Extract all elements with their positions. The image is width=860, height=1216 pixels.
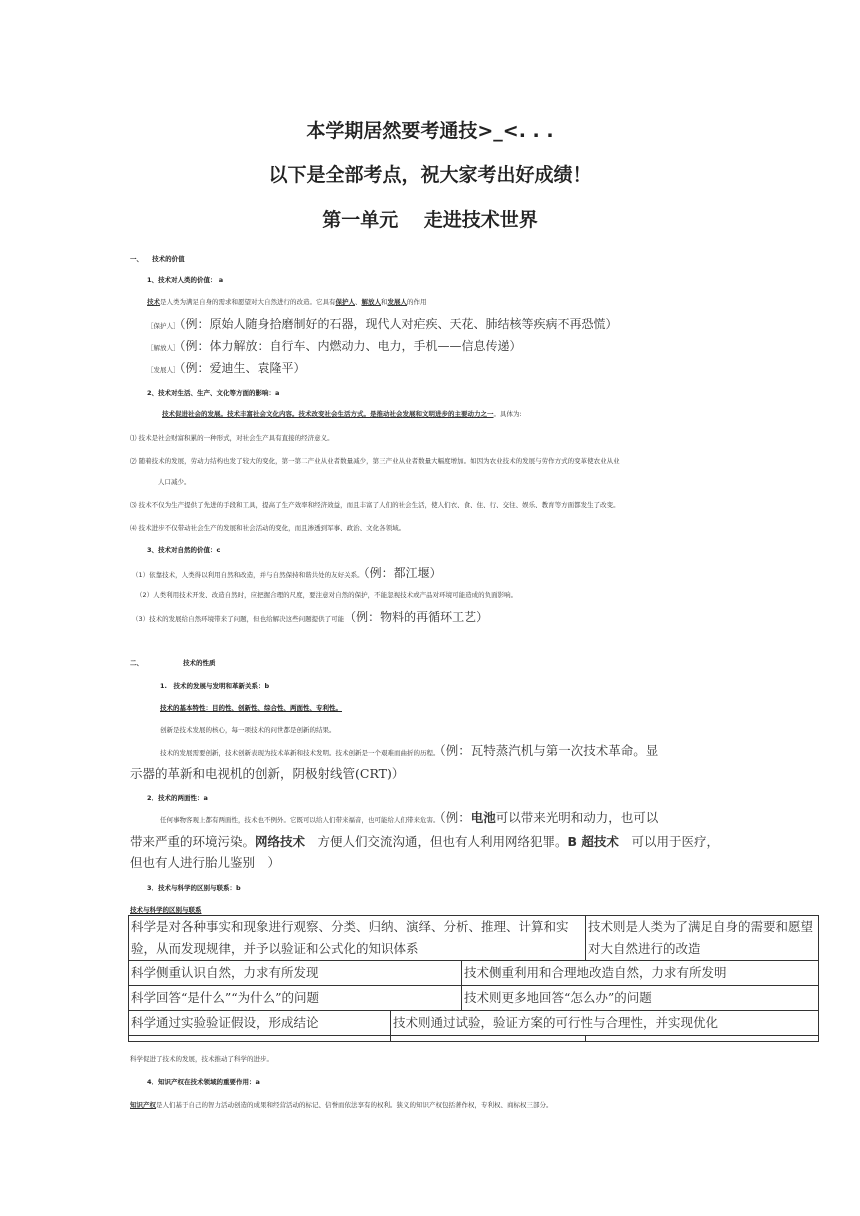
- table-row-empty: [129, 1036, 819, 1042]
- example-liberate: [147, 335, 522, 354]
- nature-point-3-example: （例：物料的再循环工艺）: [344, 610, 489, 624]
- heading-1-1: 1、技术对人类的价值： a: [147, 276, 224, 284]
- heading-2-1: 1. 技术的发展与发明和革新关系：b: [160, 682, 270, 690]
- duality-battery-text: 可以带来光明和动力，也可以: [495, 810, 659, 825]
- section-1-heading: [130, 254, 185, 263]
- heading-1-3: 3、技术对自然的价值：c: [147, 546, 221, 554]
- duality-network-text: 方便人们交流沟通，但也有人利用网络犯罪。: [305, 834, 568, 849]
- table-row: [129, 986, 819, 1011]
- duality-network: 网络技术: [255, 834, 306, 849]
- example-liberate-tag: ［解放人］: [147, 344, 180, 352]
- impact-bold: 技术促进社会的发展。技术丰富社会文化内容。技术改变社会生活方式。是推动社会发展和文明进步的主要动力之一: [162, 410, 494, 418]
- def-term-tech: 技术: [147, 298, 160, 306]
- innovation-dev-text: 技术的发展需要创新，技术创新表现为技术革新和技术发明。技术创新是一个艰难而曲折的历程。: [160, 749, 440, 757]
- section-1-number: 一、: [130, 255, 143, 263]
- example-develop-tag: ［发展人］: [147, 366, 180, 374]
- table-cell-tech-question: 技术则更多地回答“怎么办”的问题: [462, 986, 819, 1011]
- innovation-dev-example: （例：瓦特蒸汽机与第一次技术革命。显: [439, 743, 659, 758]
- table-cell-tech-focus: 技术侧重利用和合理地改造自然，力求有所发明: [462, 961, 819, 986]
- tech-definition: [147, 297, 427, 306]
- duality-line-1: [160, 807, 658, 826]
- science-tech-relation: 科学促进了技术的发展，技术推动了科学的进步。: [130, 1055, 273, 1063]
- table-cell-science-def: 科学是对各种事实和现象进行观察、分类、归纳、演绎、分析、推理、计算和实验，从而发现规律，并予以验证和公式化的知识体系: [129, 916, 586, 961]
- innovation-dev: [160, 740, 658, 759]
- table-cell-empty: [586, 1036, 819, 1042]
- table-cell-science-method: 科学通过实验验证假设，形成结论: [129, 1011, 391, 1036]
- table-cell-science-question: 科学回答“是什么”“为什么”的问题: [129, 986, 462, 1011]
- impact-summary: [162, 409, 522, 418]
- table-caption: 技术与科学的区别与联系: [130, 906, 202, 914]
- heading-2-2: 2．技术的两面性：a: [147, 794, 208, 802]
- table-row: [129, 1011, 819, 1036]
- impact-point-2-cont: 人口减少。: [158, 478, 191, 486]
- example-protect: [147, 313, 618, 332]
- example-liberate-text: （例：体力解放：自行车、内燃动力、电力，手机——信息传递）: [179, 339, 522, 353]
- duality-battery: 电池: [470, 810, 496, 825]
- def-sep: 、: [355, 298, 362, 306]
- basic-properties: 技术的基本特性：目的性、创新性、综合性、两面性、专利性。: [160, 704, 342, 712]
- title-line-2: 以下是全部考点，祝大家考出好成绩！: [268, 164, 592, 186]
- example-develop: [147, 357, 306, 376]
- nature-point-3: [132, 606, 488, 625]
- innovation-dev-example-cont: 示器的革新和电视机的创新，阴极射线管(CRT)）: [130, 766, 405, 781]
- nature-point-3-text: （3）技术的发展给自然环境带来了问题，但也给解决这些问题提供了可能: [132, 615, 345, 623]
- section-2-number: 二、: [130, 659, 143, 667]
- impact-point-2: ⑵ 随着技术的发展，劳动力结构也发了较大的变化，第一第二产业从业者数量减少，第三产业从业者数量大幅度增加。如因为农业技术的发展与劳作方式的变革使农业从业: [130, 457, 620, 465]
- duality-ex-open: （例：: [439, 810, 471, 825]
- impact-point-3: ⑶ 技术不仅为生产提供了先进的手段和工具，提高了生产效率和经济效益，而且丰富了人们的社会生活，使人们衣、食、住、行、交往、娱乐、教育等方面都发生了改变。: [130, 501, 620, 509]
- example-develop-text: （例：爱迪生、袁隆平）: [179, 361, 306, 375]
- duality-ultrasound: B 超技术: [567, 834, 619, 849]
- nature-point-1-text: （1）依靠技术，人类得以利用自然和改造，并与自然保持和谐共处的友好关系。: [132, 571, 364, 579]
- heading-2-4: 4．知识产权在技术领域的重要作用：a: [147, 1078, 260, 1086]
- table-cell-tech-method: 技术则通过试验，验证方案的可行性与合理性，并实现优化: [391, 1011, 819, 1036]
- def-develop: 发展人: [387, 298, 407, 306]
- section-2-title: 技术的性质: [183, 659, 216, 667]
- impact-point-4: ⑷ 技术进步不仅带动社会生产的发展和社会活动的变化，而且渗透到军事、政治、文化各领域。: [130, 524, 406, 532]
- def-tail: 的作用: [407, 298, 427, 306]
- table-cell-empty: [129, 1036, 391, 1042]
- nature-point-1: [132, 562, 442, 581]
- title-unit-heading: 第一单元 走进技术世界: [322, 209, 538, 231]
- science-tech-table: [128, 915, 819, 1042]
- nature-point-2: （2）人类利用技术开发、改造自然时，应把握合理的尺度，要注意对自然的保护，不能忽视技术或产品对环境可能造成的负面影响。: [136, 591, 518, 599]
- def-protect: 保护人: [335, 298, 355, 306]
- heading-2-3: 3．技术与科学的区别与联系：b: [147, 884, 241, 892]
- duality-line-3: 但也有人进行胎儿鉴别 ）: [130, 855, 281, 870]
- impact-tail: 。具体为:: [493, 410, 522, 418]
- example-protect-tag: ［保护人］: [147, 322, 180, 330]
- title-line-1: 本学期居然要考通技>_<. . .: [306, 120, 554, 142]
- def-and: 和: [381, 298, 388, 306]
- duality-ultrasound-text: 可以用于医疗，: [618, 834, 719, 849]
- innovation-core: 创新是技术发展的核心，每一项技术的问世都是创新的结果。: [160, 726, 336, 734]
- section-1-title: 技术的价值: [152, 255, 185, 263]
- nature-point-1-example: （例：都江堰）: [363, 566, 442, 580]
- def-text: 是人类为满足自身的需求和愿望对大自然进行的改造。它具有: [160, 298, 336, 306]
- table-cell-science-focus: 科学侧重认识自然，力求有所发现: [129, 961, 462, 986]
- ip-term: 知识产权: [130, 1101, 156, 1109]
- table-row: [129, 961, 819, 986]
- table-cell-tech-def: 技术则是人类为了满足自身的需要和愿望对大自然进行的改造: [586, 916, 819, 961]
- duality-pollution: 带来严重的环境污染。: [130, 834, 256, 849]
- ip-text: 是人们基于自己的智力活动创造的成果和经营活动的标记、信誉而依法享有的权利。狭义的知识产权包括著作权，专利权、商标权三部分。: [156, 1101, 553, 1109]
- table-row: [129, 916, 819, 961]
- duality-text: 任何事物客观上都有两面性，技术也不例外。它既可以给人们带来福音，也可能给人们带来危害。: [160, 816, 440, 824]
- heading-1-2: 2、技术对生活、生产、文化等方面的影响：a: [147, 389, 280, 397]
- ip-definition: [130, 1100, 553, 1109]
- example-protect-text: （例：原始人随身拾磨制好的石器，现代人对疟疾、天花、肺结核等疾病不再恐慌）: [179, 317, 618, 331]
- duality-line-2: [130, 831, 719, 850]
- table-cell-empty: [391, 1036, 586, 1042]
- def-liberate: 解放人: [361, 298, 381, 306]
- impact-point-1: ⑴ 技术是社会财富积累的一种形式，对社会生产具有直接的经济意义。: [130, 434, 334, 442]
